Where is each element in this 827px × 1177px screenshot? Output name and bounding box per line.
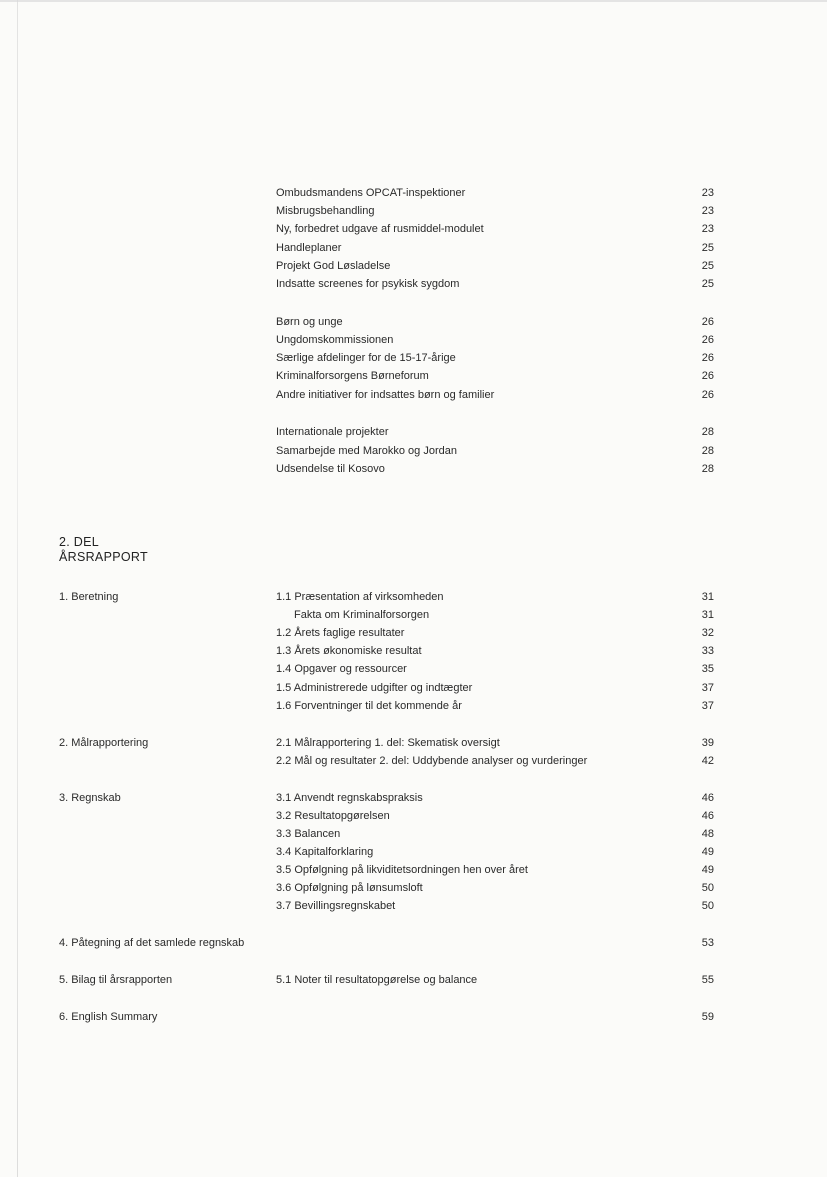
toc-entry-title: 5.1 Noter til resultatopgørelse og balance <box>276 974 478 986</box>
toc-entry-page: 33 <box>701 645 714 657</box>
toc-entry-title: Børn og unge <box>276 316 343 328</box>
toc-entry[interactable] <box>0 386 827 404</box>
toc-entry-page: 26 <box>701 316 714 328</box>
toc-entry[interactable] <box>0 220 827 238</box>
toc-entry-title: 1.6 Forventninger til det kommende år <box>276 700 462 712</box>
toc-entry[interactable] <box>0 879 827 897</box>
toc-entry-page: 37 <box>701 682 714 694</box>
toc-entry-page: 26 <box>701 370 714 382</box>
chapter-label: 3. Regnskab <box>59 792 121 804</box>
toc-entry-title: 1.1 Præsentation af virksomheden <box>276 591 444 603</box>
chapter-1-row[interactable] <box>0 588 827 606</box>
toc-entry-title: 2.2 Mål og resultater 2. del: Uddybende analyser og vurderinger <box>276 755 588 767</box>
toc-entry[interactable] <box>0 843 827 861</box>
toc-entry-page: 39 <box>701 737 714 749</box>
toc-entry-page: 26 <box>701 389 714 401</box>
toc-entry-page: 23 <box>701 187 714 199</box>
toc-entry-title: Kriminalforsorgens Børneforum <box>276 370 429 382</box>
chapter-label: 2. Målrapportering <box>59 737 149 749</box>
toc-entry-title: Ombudsmandens OPCAT-inspektioner <box>276 187 466 199</box>
toc-entry-page: 49 <box>701 846 714 858</box>
toc-entry-title: Ny, forbedret udgave af rusmiddel-modulet <box>276 223 484 235</box>
scan-top-edge <box>0 0 827 2</box>
toc-entry-title: 3.5 Opfølgning på likviditetsordningen hen over året <box>276 864 528 876</box>
toc-entry-page: 55 <box>701 974 714 986</box>
toc-entry[interactable] <box>0 313 827 331</box>
toc-entry-page: 46 <box>701 810 714 822</box>
toc-entry-page: 49 <box>701 864 714 876</box>
toc-entry-page: 25 <box>701 260 714 272</box>
toc-entry[interactable] <box>0 897 827 915</box>
toc-entry[interactable] <box>0 184 827 202</box>
chapter-5-row[interactable] <box>0 971 827 989</box>
toc-entry-title: Handleplaner <box>276 242 342 254</box>
toc-entry[interactable] <box>0 423 827 441</box>
chapter-2-row[interactable] <box>0 734 827 752</box>
toc-entry-title: 3.2 Resultatopgørelsen <box>276 810 390 822</box>
toc-entry-page: 28 <box>701 445 714 457</box>
toc-entry-page: 26 <box>701 352 714 364</box>
toc-entry-page: 23 <box>701 223 714 235</box>
toc-entry[interactable] <box>0 807 827 825</box>
toc-entry-title: 3.7 Bevillingsregnskabet <box>276 900 396 912</box>
toc-entry[interactable] <box>0 239 827 257</box>
chapter-label: 1. Beretning <box>59 591 119 603</box>
toc-entry-title: 3.3 Balancen <box>276 828 341 840</box>
toc-entry-title: 1.3 Årets økonomiske resultat <box>276 645 422 657</box>
chapter-label: 6. English Summary <box>59 1011 158 1023</box>
toc-entry-page: 48 <box>701 828 714 840</box>
toc-entry-title: Udsendelse til Kosovo <box>276 463 385 475</box>
toc-entry-page: 59 <box>701 1011 714 1023</box>
toc-entry[interactable] <box>0 861 827 879</box>
toc-entry-title: Internationale projekter <box>276 426 389 438</box>
toc-entry-page: 35 <box>701 663 714 675</box>
toc-entry-title: Samarbejde med Marokko og Jordan <box>276 445 457 457</box>
toc-entry[interactable] <box>0 257 827 275</box>
toc-entry-page: 26 <box>701 334 714 346</box>
toc-entry-title: Ungdomskommissionen <box>276 334 394 346</box>
toc-entry[interactable] <box>0 367 827 385</box>
toc-entry-page: 50 <box>701 882 714 894</box>
toc-entry[interactable] <box>0 642 827 660</box>
toc-entry-page: 28 <box>701 463 714 475</box>
toc-entry-title: 1.5 Administrerede udgifter og indtægter <box>276 682 473 694</box>
chapter-label: 5. Bilag til årsrapporten <box>59 974 173 986</box>
toc-entry[interactable] <box>0 442 827 460</box>
chapter-6-row[interactable] <box>0 1008 827 1026</box>
part-heading-title: ÅRSRAPPORT <box>59 550 148 564</box>
toc-entry[interactable] <box>0 697 827 715</box>
toc-entry-title: 2.1 Målrapportering 1. del: Skematisk oversigt <box>276 737 500 749</box>
toc-entry-page: 37 <box>701 700 714 712</box>
toc-entry-title: Fakta om Kriminalforsorgen <box>294 609 430 621</box>
toc-entry[interactable] <box>0 606 827 624</box>
toc-entry-title: 3.4 Kapitalforklaring <box>276 846 374 858</box>
toc-entry[interactable] <box>0 349 827 367</box>
part-heading-number: 2. DEL <box>59 535 100 549</box>
toc-entry[interactable] <box>0 460 827 478</box>
toc-entry-page: 25 <box>701 278 714 290</box>
toc-entry-title: Indsatte screenes for psykisk sygdom <box>276 278 460 290</box>
toc-entry-page: 46 <box>701 792 714 804</box>
chapter-4-row[interactable] <box>0 934 827 952</box>
chapter-3-row[interactable] <box>0 789 827 807</box>
toc-entry[interactable] <box>0 679 827 697</box>
toc-entry-title: Projekt God Løsladelse <box>276 260 391 272</box>
chapter-label: 4. Påtegning af det samlede regnskab <box>59 937 245 949</box>
toc-entry[interactable] <box>0 660 827 678</box>
toc-entry[interactable] <box>0 624 827 642</box>
toc-entry-page: 42 <box>701 755 714 767</box>
toc-entry-page: 50 <box>701 900 714 912</box>
toc-entry-title: 1.2 Årets faglige resultater <box>276 627 405 639</box>
toc-entry-page: 53 <box>701 937 714 949</box>
toc-entry[interactable] <box>0 331 827 349</box>
toc-entry-page: 28 <box>701 426 714 438</box>
toc-entry-page: 31 <box>701 591 714 603</box>
toc-entry-title: Misbrugsbehandling <box>276 205 375 217</box>
toc-entry-title: Særlige afdelinger for de 15-17-årige <box>276 352 456 364</box>
toc-entry[interactable] <box>0 752 827 770</box>
toc-entry[interactable] <box>0 202 827 220</box>
toc-entry-title: 3.6 Opfølgning på lønsumsloft <box>276 882 423 894</box>
toc-entry-page: 23 <box>701 205 714 217</box>
toc-entry-title: Andre initiativer for indsattes børn og familier <box>276 389 495 401</box>
toc-entry-page: 31 <box>701 609 714 621</box>
toc-entry-title: 3.1 Anvendt regnskabspraksis <box>276 792 423 804</box>
toc-entry-page: 25 <box>701 242 714 254</box>
toc-entry[interactable] <box>0 275 827 293</box>
toc-entry[interactable] <box>0 825 827 843</box>
toc-entry-page: 32 <box>701 627 714 639</box>
toc-entry-title: 1.4 Opgaver og ressourcer <box>276 663 407 675</box>
